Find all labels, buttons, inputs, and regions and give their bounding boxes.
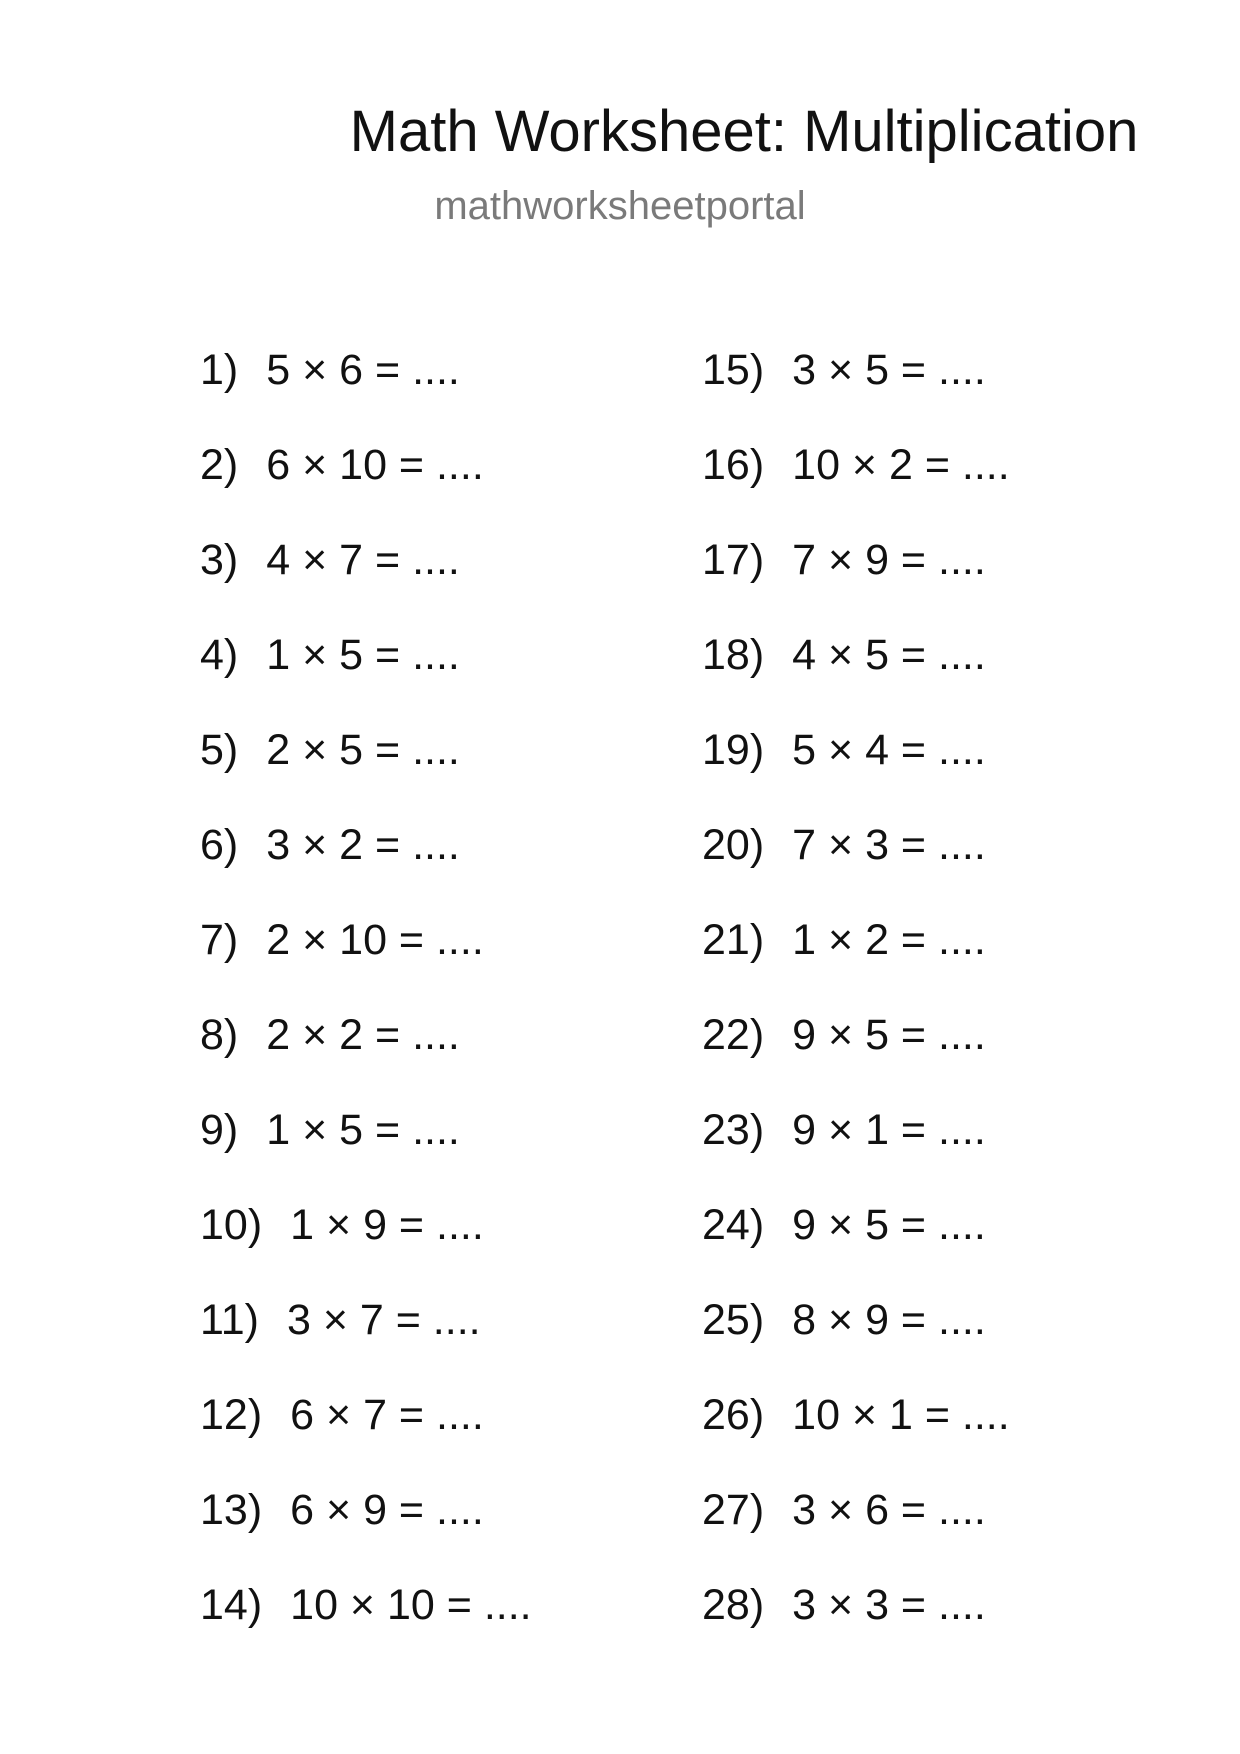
problem-item bbox=[200, 1195, 484, 1255]
problem-number: 27) bbox=[702, 1486, 765, 1534]
problem-item bbox=[702, 340, 986, 400]
problem-item bbox=[200, 625, 460, 685]
problem-expression: 10 × 2 = .... bbox=[792, 441, 1010, 489]
problem-expression: 6 × 10 = .... bbox=[266, 441, 484, 489]
problem-number: 14) bbox=[200, 1581, 263, 1629]
problem-number: 22) bbox=[702, 1011, 765, 1059]
problem-item bbox=[702, 1100, 986, 1160]
problem-number: 11) bbox=[200, 1296, 259, 1344]
problem-number: 21) bbox=[702, 916, 765, 964]
page-subtitle: mathworksheetportal bbox=[434, 184, 806, 228]
problem-number: 17) bbox=[702, 536, 765, 584]
problem-expression: 2 × 5 = .... bbox=[266, 726, 460, 774]
problem-expression: 2 × 2 = .... bbox=[266, 1011, 460, 1059]
problem-number: 15) bbox=[702, 346, 765, 394]
problem-expression: 4 × 5 = .... bbox=[792, 631, 986, 679]
problem-item bbox=[702, 530, 986, 590]
problem-item bbox=[200, 1005, 460, 1065]
problem-number: 28) bbox=[702, 1581, 765, 1629]
problem-item bbox=[702, 1290, 986, 1350]
problem-item bbox=[200, 1385, 484, 1445]
problem-expression: 7 × 3 = .... bbox=[792, 821, 986, 869]
problem-number: 10) bbox=[200, 1201, 263, 1249]
problem-expression: 2 × 10 = .... bbox=[266, 916, 484, 964]
problem-item bbox=[200, 1100, 460, 1160]
problem-number: 2) bbox=[200, 441, 239, 489]
problem-expression: 5 × 6 = .... bbox=[266, 346, 460, 394]
problem-expression: 7 × 9 = .... bbox=[792, 536, 986, 584]
problem-item bbox=[702, 1480, 986, 1540]
problem-expression: 10 × 10 = .... bbox=[290, 1581, 532, 1629]
problem-number: 25) bbox=[702, 1296, 765, 1344]
problem-item bbox=[702, 910, 986, 970]
problem-number: 7) bbox=[200, 916, 239, 964]
problem-expression: 8 × 9 = .... bbox=[792, 1296, 986, 1344]
problem-number: 20) bbox=[702, 821, 765, 869]
problem-expression: 6 × 9 = .... bbox=[290, 1486, 484, 1534]
problem-number: 19) bbox=[702, 726, 765, 774]
problem-item bbox=[200, 1480, 484, 1540]
problem-expression: 3 × 3 = .... bbox=[792, 1581, 986, 1629]
problem-expression: 3 × 6 = .... bbox=[792, 1486, 986, 1534]
problem-expression: 4 × 7 = .... bbox=[266, 536, 460, 584]
problem-item bbox=[200, 1290, 481, 1350]
problem-item bbox=[200, 340, 460, 400]
problem-number: 23) bbox=[702, 1106, 765, 1154]
problem-item bbox=[702, 720, 986, 780]
problem-item bbox=[200, 720, 460, 780]
problem-number: 6) bbox=[200, 821, 239, 869]
problem-item bbox=[702, 1575, 986, 1635]
problem-expression: 9 × 5 = .... bbox=[792, 1011, 986, 1059]
problem-item bbox=[702, 625, 986, 685]
problem-number: 5) bbox=[200, 726, 239, 774]
problem-item bbox=[702, 1195, 986, 1255]
problem-item bbox=[200, 910, 484, 970]
problem-number: 8) bbox=[200, 1011, 239, 1059]
problem-expression: 3 × 2 = .... bbox=[266, 821, 460, 869]
problem-expression: 9 × 1 = .... bbox=[792, 1106, 986, 1154]
problem-item bbox=[702, 1385, 1010, 1445]
problem-number: 4) bbox=[200, 631, 239, 679]
problem-number: 9) bbox=[200, 1106, 239, 1154]
problem-expression: 5 × 4 = .... bbox=[792, 726, 986, 774]
problem-item bbox=[200, 815, 460, 875]
problem-number: 12) bbox=[200, 1391, 263, 1439]
problem-item bbox=[702, 815, 986, 875]
problem-item bbox=[200, 1575, 532, 1635]
problem-number: 18) bbox=[702, 631, 765, 679]
problem-expression: 3 × 7 = .... bbox=[286, 1296, 481, 1344]
problem-number: 16) bbox=[702, 441, 765, 489]
problem-item bbox=[200, 435, 484, 495]
problem-expression: 1 × 2 = .... bbox=[792, 916, 986, 964]
problem-item bbox=[702, 1005, 986, 1065]
problem-number: 24) bbox=[702, 1201, 765, 1249]
problem-expression: 3 × 5 = .... bbox=[792, 346, 986, 394]
problem-expression: 6 × 7 = .... bbox=[290, 1391, 484, 1439]
problem-expression: 1 × 5 = .... bbox=[266, 1106, 460, 1154]
problem-number: 13) bbox=[200, 1486, 263, 1534]
problem-expression: 1 × 5 = .... bbox=[266, 631, 460, 679]
problem-item bbox=[200, 530, 460, 590]
problem-number: 1) bbox=[200, 346, 239, 394]
page-title: Math Worksheet: Multiplication bbox=[349, 99, 1139, 164]
problem-expression: 10 × 1 = .... bbox=[792, 1391, 1010, 1439]
problem-expression: 9 × 5 = .... bbox=[792, 1201, 986, 1249]
problem-expression: 1 × 9 = .... bbox=[290, 1201, 484, 1249]
problem-number: 26) bbox=[702, 1391, 765, 1439]
problem-number: 3) bbox=[200, 536, 239, 584]
problem-item bbox=[702, 435, 1010, 495]
